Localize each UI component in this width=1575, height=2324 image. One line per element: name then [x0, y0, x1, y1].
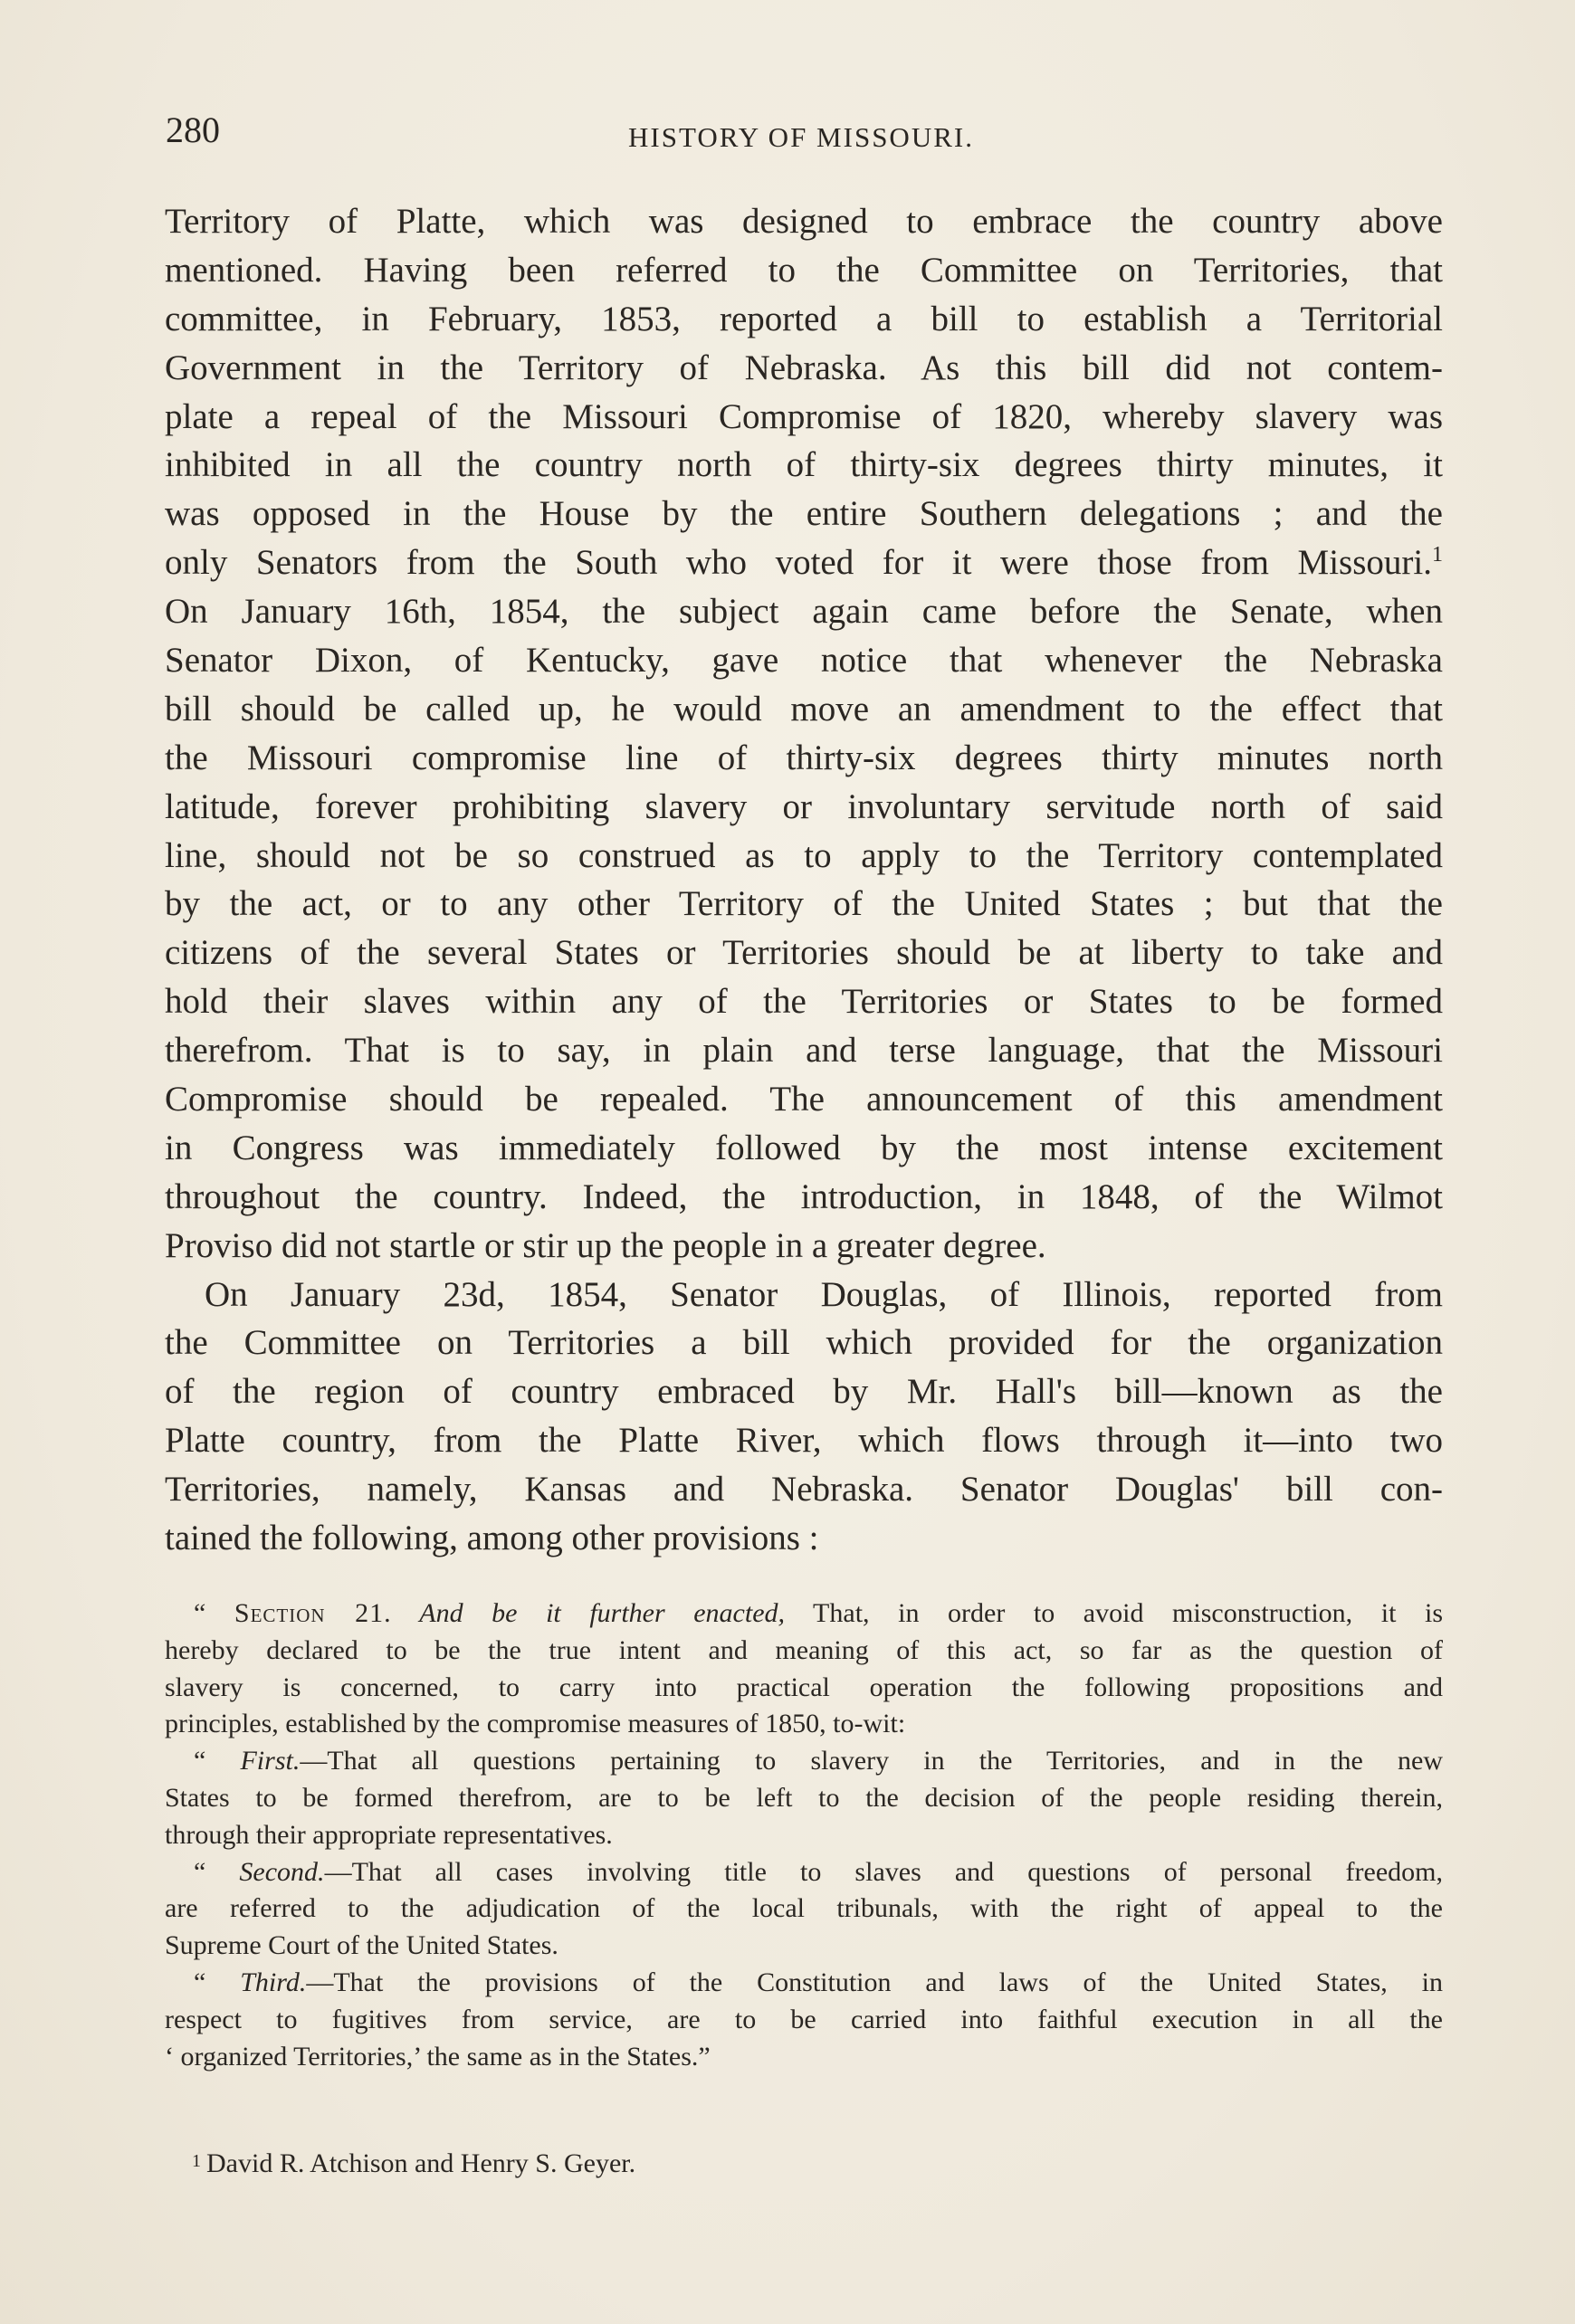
- body-text: [165, 197, 1443, 1563]
- footnote: [192, 2148, 635, 2179]
- quoted-extract: [165, 1595, 1443, 2075]
- extract-line: [165, 1965, 1443, 2002]
- footnote-mark: 1: [192, 2151, 201, 2171]
- text-line: Government in the Territory of Nebraska. As this bill did not contem-: [165, 348, 1443, 387]
- extract-line: States to be formed therefrom, are to be left to the decision of the people residing therein,: [165, 1782, 1443, 1813]
- proposition-label: Third.: [240, 1967, 307, 1997]
- extract-line: [165, 1743, 1443, 1780]
- page-number: 280: [166, 110, 220, 150]
- extract-line: [165, 1854, 1443, 1891]
- open-quote: “: [194, 1967, 241, 1997]
- text-line: latitude, forever prohibiting slavery or involuntary servitude north of said: [165, 786, 1443, 826]
- section-separator: .: [384, 1598, 420, 1628]
- proposition-label: Second.: [239, 1856, 325, 1887]
- text-line: of the region of country embraced by Mr. Hall's bill—known as the: [165, 1372, 1443, 1412]
- text-line: throughout the country. Indeed, the introduction, in 1848, of the Wilmot: [165, 1176, 1443, 1216]
- text-line: hold their slaves within any of the Territories or States to be formed: [165, 982, 1443, 1022]
- footnote-text: David R. Atchison and Henry S. Geyer.: [206, 2148, 636, 2178]
- text-line: On January 16th, 1854, the subject again came before the Senate, when: [165, 592, 1443, 632]
- text-line: Territory of Platte, which was designed to embrace the country above: [165, 202, 1443, 241]
- text-line: by the act, or to any other Territory of the United States ; but that the: [165, 884, 1443, 924]
- open-quote: “: [194, 1746, 241, 1776]
- extract-line: hereby declared to be the true intent and meaning of this act, so far as the question of: [165, 1634, 1443, 1665]
- text-line: committee, in February, 1853, reported a bill to establish a Territorial: [165, 299, 1443, 338]
- page-header: [0, 109, 1575, 163]
- open-quote: “: [194, 1598, 234, 1628]
- extract-line: [165, 1595, 1443, 1633]
- text-line: Senator Dixon, of Kentucky, gave notice that whenever the Nebraska: [165, 641, 1443, 681]
- footnote-reference: 1: [1432, 543, 1443, 567]
- text-line: was opposed in the House by the entire Southern delegations ; and the: [165, 494, 1443, 534]
- text-line: inhibited in all the country north of thirty-six degrees thirty minutes, it: [165, 445, 1443, 485]
- extract-line-content: That, in order to avoid misconstruction, it is: [785, 1598, 1444, 1628]
- extract-line-content: —That all questions pertaining to slavery in the Territories, and in the new: [300, 1746, 1443, 1776]
- extract-line: slavery is concerned, to carry into practical operation the following propositions and: [165, 1672, 1443, 1702]
- running-title: HISTORY OF MISSOURI.: [628, 121, 974, 153]
- extract-line: through their appropriate representatives.: [165, 1819, 613, 1850]
- extract-line: ‘ organized Territories,’ the same as in the States.”: [165, 2041, 711, 2072]
- text-line: Compromise should be repealed. The announcement of this amendment: [165, 1080, 1443, 1119]
- text-line: line, should not be so construed as to apply to the Territory contemplated: [165, 835, 1443, 875]
- section-label: Section 21: [234, 1598, 385, 1628]
- text-line-content: only Senators from the South who voted for it were those from Missouri.: [165, 543, 1432, 583]
- extract-line: respect to fugitives from service, are to be carried into faithful execution in all the: [165, 2004, 1443, 2034]
- text-line: bill should be called up, he would move an amendment to the effect that: [165, 689, 1443, 729]
- extract-line: Supreme Court of the United States.: [165, 1930, 558, 1961]
- text-line: citizens of the several States or Territories should be at liberty to take and: [165, 933, 1443, 973]
- extract-line-content: —That the provisions of the Constitution and laws of the United States, in: [306, 1967, 1443, 1997]
- text-line: Proviso did not startle or stir up the people in a greater degree.: [165, 1225, 1046, 1265]
- text-line: in Congress was immediately followed by the most intense excitement: [165, 1128, 1443, 1167]
- text-line: On January 23d, 1854, Senator Douglas, of Illinois, reported from: [205, 1274, 1443, 1314]
- text-line-with-footnote: [165, 538, 1443, 587]
- text-line: therefrom. That is to say, in plain and terse language, that the Missouri: [165, 1031, 1443, 1071]
- proposition-label: First.: [240, 1746, 301, 1776]
- enacting-clause: And be it further enacted,: [419, 1598, 786, 1628]
- text-line: Territories, namely, Kansas and Nebraska. Senator Douglas' bill con-: [165, 1470, 1443, 1510]
- extract-line: are referred to the adjudication of the local tribunals, with the right of appeal to the: [165, 1893, 1443, 1924]
- text-line: the Missouri compromise line of thirty-six degrees thirty minutes north: [165, 738, 1443, 777]
- text-line: mentioned. Having been referred to the Committee on Territories, that: [165, 250, 1443, 290]
- open-quote: “: [194, 1856, 240, 1887]
- text-line: tained the following, among other provisions :: [165, 1519, 819, 1558]
- extract-line: principles, established by the compromise measures of 1850, to-wit:: [165, 1709, 906, 1739]
- text-line: plate a repeal of the Missouri Compromise of 1820, whereby slavery was: [165, 396, 1443, 436]
- text-line: the Committee on Territories a bill which provided for the organization: [165, 1323, 1443, 1363]
- extract-line-content: —That all cases involving title to slaves and questions of personal freedom,: [324, 1856, 1443, 1887]
- text-line: Platte country, from the Platte River, which flows through it—into two: [165, 1421, 1443, 1461]
